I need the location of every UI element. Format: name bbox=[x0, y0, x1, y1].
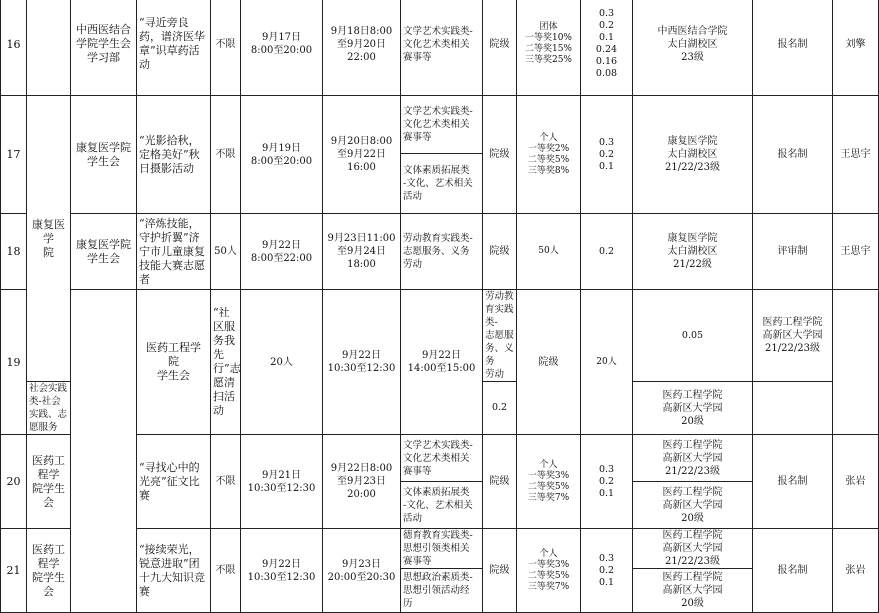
organizer-cell: 康复医学院 学生会 bbox=[76, 140, 131, 168]
method-cell: 报名制 bbox=[753, 0, 833, 96]
target-cell: 医药工程学院 高新区大学园 20级 bbox=[662, 486, 723, 524]
organizer-cell: 康复医学院 学生会 bbox=[76, 237, 131, 265]
award-ratio: 个人 一等奖3% 二等奖5% 三等奖7% bbox=[527, 459, 570, 503]
row-number: 20 bbox=[1, 435, 27, 529]
organizer-cell: 医药工程学 院学生会 bbox=[32, 542, 65, 598]
target-cell: 医药工程学院 高新区大学园 21/22/23级 bbox=[662, 530, 723, 567]
target-cell: 医药工程学院 高新区大学园 21/22/23级 bbox=[762, 317, 823, 354]
level-cell: 院级 bbox=[483, 435, 517, 529]
activity-period: 9月23日 20:00至20:30 bbox=[327, 558, 396, 583]
activity-name: “寻找心中的 光亮”征文比 赛 bbox=[139, 460, 200, 502]
award-ratio: 20人 bbox=[581, 290, 633, 435]
category-cell: 德育教育实践类- 思想引领类相关 赛事等 bbox=[403, 530, 473, 567]
level-cell: 院级 bbox=[483, 529, 517, 613]
category-cell: 文学艺术实践类- 文化艺术类相关 赛事等 bbox=[403, 25, 473, 63]
contact-cell: 张岩 bbox=[833, 435, 879, 529]
method-cell: 评审制 bbox=[753, 214, 833, 290]
participant-limit: 不限 bbox=[211, 529, 241, 613]
level-cell: 院级 bbox=[483, 96, 517, 214]
method-cell: 报名制 bbox=[753, 96, 833, 214]
activity-name: “淬炼技能， 守护折翼”济 宁市儿童康复 技能大赛志愿 者 bbox=[139, 216, 205, 286]
category-cell: 社会实践类-社会 实践、志愿服务 bbox=[29, 383, 68, 433]
award-ratio: 团体 一等奖10% 二等奖15% 三等奖25% bbox=[524, 22, 572, 65]
organizer-cell: 中西医结合 学院学生会 学习部 bbox=[76, 23, 131, 64]
activity-period: 9月20日8:00 至9月22日16:00 bbox=[330, 136, 393, 173]
score-cell: 0.3 0.2 0.1 bbox=[598, 463, 615, 499]
score-cell: 0.3 0.2 0.1 bbox=[598, 136, 615, 172]
signup-time: 9月22日 8:00至22:00 bbox=[250, 239, 313, 264]
activity-name: “寻近旁良 药，谱济医华 章”识草药活 动 bbox=[139, 16, 205, 71]
method-cell: 报名制 bbox=[753, 435, 833, 529]
college-cell bbox=[71, 290, 137, 613]
table-row bbox=[1, 0, 879, 96]
level-cell: 院级 bbox=[483, 0, 517, 96]
row-number: 21 bbox=[1, 529, 27, 613]
activity-period: 9月23日11:00 至9月24日18:00 bbox=[327, 233, 396, 270]
target-cell: 康复医学院 太白湖校区 21/22级 bbox=[667, 233, 718, 270]
method-cell bbox=[833, 290, 879, 435]
row-number: 19 bbox=[1, 290, 27, 435]
contact-cell: 张岩 bbox=[833, 529, 879, 613]
level-cell: 院级 bbox=[483, 214, 517, 290]
row-number: 17 bbox=[1, 96, 27, 214]
score-cell: 0.3 0.2 0.1 0.24 0.16 0.08 bbox=[595, 8, 618, 79]
target-cell: 中西医结合学院 太白湖校区 23级 bbox=[657, 25, 728, 63]
target-cell: 医药工程学院 高新区大学园 20级 bbox=[662, 572, 723, 609]
target-cell: 医药工程学院 高新区大学园 21/22/23级 bbox=[662, 439, 723, 477]
signup-time: 9月17日 8:00至20:00 bbox=[250, 32, 313, 56]
contact-cell: 王思宇 bbox=[833, 96, 879, 214]
award-ratio: 50人 bbox=[517, 214, 581, 290]
score-cell: 0.2 bbox=[581, 214, 633, 290]
participant-limit: 不限 bbox=[211, 96, 241, 214]
participant-limit: 不限 bbox=[211, 0, 241, 96]
college-cell bbox=[27, 0, 71, 96]
college-cell: 康复医学 院 bbox=[32, 217, 65, 259]
table-row bbox=[1, 214, 879, 290]
category-cell: 劳动教育实践类- 志愿服务、义务 劳动 bbox=[485, 291, 514, 380]
activity-period: 9月18日8:00 至9月20日22:00 bbox=[330, 25, 393, 63]
category-cell: 文学艺术实践类- 文化艺术类相关 赛事等 bbox=[403, 439, 473, 477]
organizer-cell: 医药工程学 院学生会 bbox=[32, 453, 65, 509]
category-cell: 文体素质拓展类 -文化、艺术相关 活动 bbox=[403, 165, 473, 202]
row-number: 16 bbox=[1, 0, 27, 96]
category-cell: 劳动教育实践类- 志愿服务、义务 劳动 bbox=[403, 233, 473, 270]
category-cell: 文学艺术实践类- 文化艺术类相关 赛事等 bbox=[403, 106, 473, 143]
activity-name: “光影拾秋， 定格美好”秋 日摄影活动 bbox=[139, 133, 200, 175]
participant-limit: 50人 bbox=[211, 214, 241, 290]
activity-period: 9月22日8:00 至9月23日20:00 bbox=[330, 463, 393, 500]
row-number: 18 bbox=[1, 214, 27, 290]
award-ratio: 个人 一等奖3% 二等奖5% 三等奖7% bbox=[527, 548, 570, 592]
organizer-cell: 医药工程学 院 学生会 bbox=[146, 341, 201, 382]
category-cell: 思想政治素质类- 思想引领活动经 历 bbox=[403, 572, 473, 609]
signup-time: 9月22日 10:30至12:30 bbox=[327, 350, 396, 374]
participant-limit: 20人 bbox=[241, 290, 323, 435]
activity-name: “接续荣光， 锐意进取”团 十九大知识竞 赛 bbox=[139, 542, 205, 598]
method-cell: 报名制 bbox=[753, 529, 833, 613]
signup-time: 9月21日 10:30至12:30 bbox=[247, 469, 316, 494]
contact-cell: 刘擎 bbox=[833, 0, 879, 96]
level-cell: 院级 bbox=[517, 290, 581, 435]
award-ratio: 个人 一等奖2% 二等奖5% 三等奖8% bbox=[527, 132, 570, 176]
score-cell: 0.2 bbox=[483, 382, 517, 435]
signup-time: 9月19日 8:00至20:00 bbox=[250, 142, 313, 167]
target-cell: 康复医学院 太白湖校区 21/22/23级 bbox=[665, 136, 720, 173]
target-cell: 医药工程学院 高新区大学园 20级 bbox=[662, 389, 723, 427]
contact-cell: 王思宇 bbox=[833, 214, 879, 290]
table-row bbox=[1, 290, 879, 382]
activity-period: 9月22日 14:00至15:00 bbox=[407, 350, 476, 374]
score-cell: 0.05 bbox=[633, 290, 753, 382]
score-cell: 0.3 0.2 0.1 bbox=[598, 552, 615, 588]
activity-name: “社区服务我 先行”志愿清 扫活动 bbox=[213, 306, 241, 417]
signup-time: 9月22日 10:30至12:30 bbox=[247, 558, 316, 583]
category-cell: 文体素质拓展类 -文化、艺术相关 活动 bbox=[403, 486, 473, 524]
participant-limit: 不限 bbox=[211, 435, 241, 529]
table-row bbox=[1, 96, 879, 154]
